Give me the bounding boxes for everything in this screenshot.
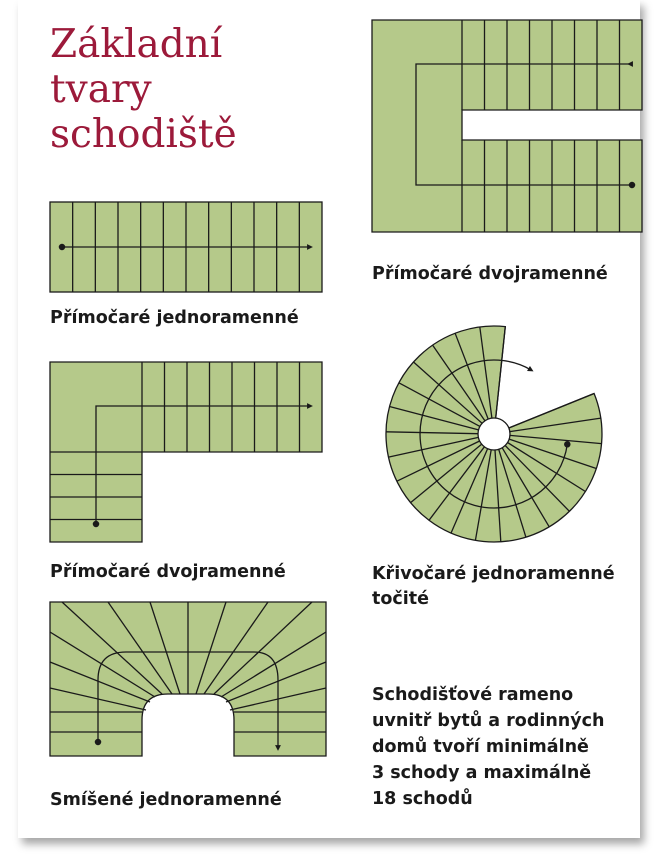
label-straight-double-flight-l: Přímočaré dvojramenné <box>50 562 286 582</box>
title-line-1: Základní <box>50 22 223 67</box>
mixed-single-flight-diagram <box>50 602 326 756</box>
straight-double-flight-l-diagram <box>50 362 322 542</box>
straight-single-flight-diagram <box>50 202 322 292</box>
stair-note-line-1: Schodišťové rameno <box>372 685 574 705</box>
stair-note-line-4: 3 schody a maximálně <box>372 763 592 783</box>
stair-note-line-5: 18 schodů <box>372 789 473 809</box>
label-straight-double-flight-u: Přímočaré dvojramenné <box>372 264 608 284</box>
stair-note <box>372 682 605 812</box>
label-curved-spiral <box>372 562 615 612</box>
title-line-2: tvary <box>50 67 152 112</box>
stair-note-line-3: domů tvoří minimálně <box>372 737 589 757</box>
label-curved-spiral-line-1: Křivočaré jednoramenné <box>372 564 615 584</box>
stair-note-line-2: uvnitř bytů a rodinných <box>372 711 605 731</box>
label-mixed-single-flight: Smíšené jednoramenné <box>50 790 282 810</box>
straight-double-flight-u-diagram <box>372 20 642 232</box>
title-line-3: schodiště <box>50 112 237 157</box>
label-curved-spiral-line-2: točité <box>372 589 429 609</box>
label-straight-single-flight: Přímočaré jednoramenné <box>50 308 299 328</box>
curved-spiral-diagram <box>386 326 602 542</box>
